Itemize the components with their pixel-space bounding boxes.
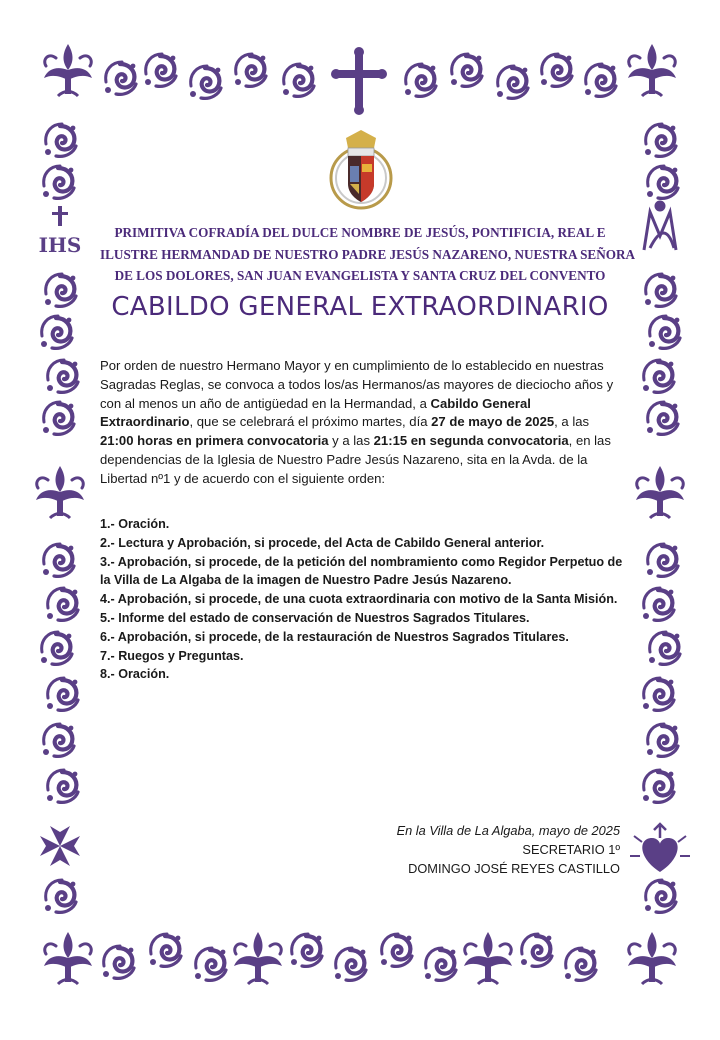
agenda-item: 2.- Lectura y Aprobación, si procede, del Acta de Cabildo General anterior. xyxy=(100,535,545,550)
body-bold-1: Cabildo General Extraordinario xyxy=(100,395,531,430)
second-call-time: 21:15 en segunda convocatoria xyxy=(373,433,569,449)
border-bottom xyxy=(44,932,676,984)
agenda-item: 7.- Ruegos y Preguntas. xyxy=(100,648,244,663)
body-text-3: , a las xyxy=(554,414,590,430)
sacred-heart-icon xyxy=(630,824,690,872)
body-text-5: , en las dependencias de la Iglesia de Nuestro Padre Jesús Nazareno, sita en la Avda. de la Libertad nº1 y de acuerdo con el siguiente orden: xyxy=(100,433,611,486)
svg-text:IHS: IHS xyxy=(38,233,82,257)
cross-icon xyxy=(331,47,387,115)
convocation-paragraph xyxy=(100,357,620,489)
coat-of-arms-icon xyxy=(316,124,406,214)
agenda-item: 5.- Informe del estado de conservación de Nuestros Sagrados Titulares. xyxy=(100,610,530,625)
first-call-time: 21:00 horas en primera convocatoria xyxy=(100,433,329,449)
signature-name: DOMINGO JOSÉ REYES CASTILLO xyxy=(408,861,620,876)
signature-role: SECRETARIO 1º xyxy=(522,842,620,857)
meeting-date: 27 de mayo de 2025 xyxy=(431,414,555,430)
body-text-2: , que se celebrará el próximo martes, día xyxy=(189,414,432,430)
brotherhood-header xyxy=(100,222,636,287)
header-line-3: DE LOS DOLORES, SAN JUAN EVANGELISTA Y SANTA CRUZ DEL CONVENTO xyxy=(114,268,606,283)
page-title: CABILDO GENERAL EXTRAORDINARIO xyxy=(111,292,609,322)
signature-block xyxy=(397,821,620,878)
maltese-cross-icon xyxy=(40,826,80,866)
signature-place-date: En la Villa de La Algaba, mayo de 2025 xyxy=(396,823,620,838)
ihs-monogram-icon xyxy=(39,206,82,257)
body-text-1: Por orden de nuestro Hermano Mayor y en cumplimiento de lo establecido en nuestras Sagradas Reglas, se convoca a todos los/as Hermanos/as mayores de dieciocho años y con al menos un año de antigüedad en la Hermandad, a xyxy=(100,358,614,411)
header-line-1: PRIMITIVA COFRADÍA DEL DULCE NOMBRE DE JESÚS, PONTIFICIA, REAL E xyxy=(114,225,606,240)
agenda-item: 6.- Aprobación, si procede, de la restauración de Nuestros Sagrados Titulares. xyxy=(100,629,569,644)
body-text-4: y a las xyxy=(328,433,374,449)
border-right xyxy=(636,124,684,912)
agenda-list xyxy=(100,515,625,684)
agenda-item: 3.- Aprobación, si procede, de la petición del nombramiento como Regidor Perpetuo de la Villa de La Algaba de la imagen de Nuestro Padre Jesús Nazareno. xyxy=(100,554,623,588)
agenda-item: 8.- Oración. xyxy=(100,667,170,682)
agenda-item: 4.- Aprobación, si procede, de una cuota extraordinaria con motivo de la Santa Misión. xyxy=(100,592,618,607)
agenda-item: 1.- Oración. xyxy=(100,517,170,531)
header-line-2: ILUSTRE HERMANDAD DE NUESTRO PADRE JESÚS NAZARENO, NUESTRA SEÑORA xyxy=(100,246,636,262)
marian-monogram-icon xyxy=(644,202,676,250)
